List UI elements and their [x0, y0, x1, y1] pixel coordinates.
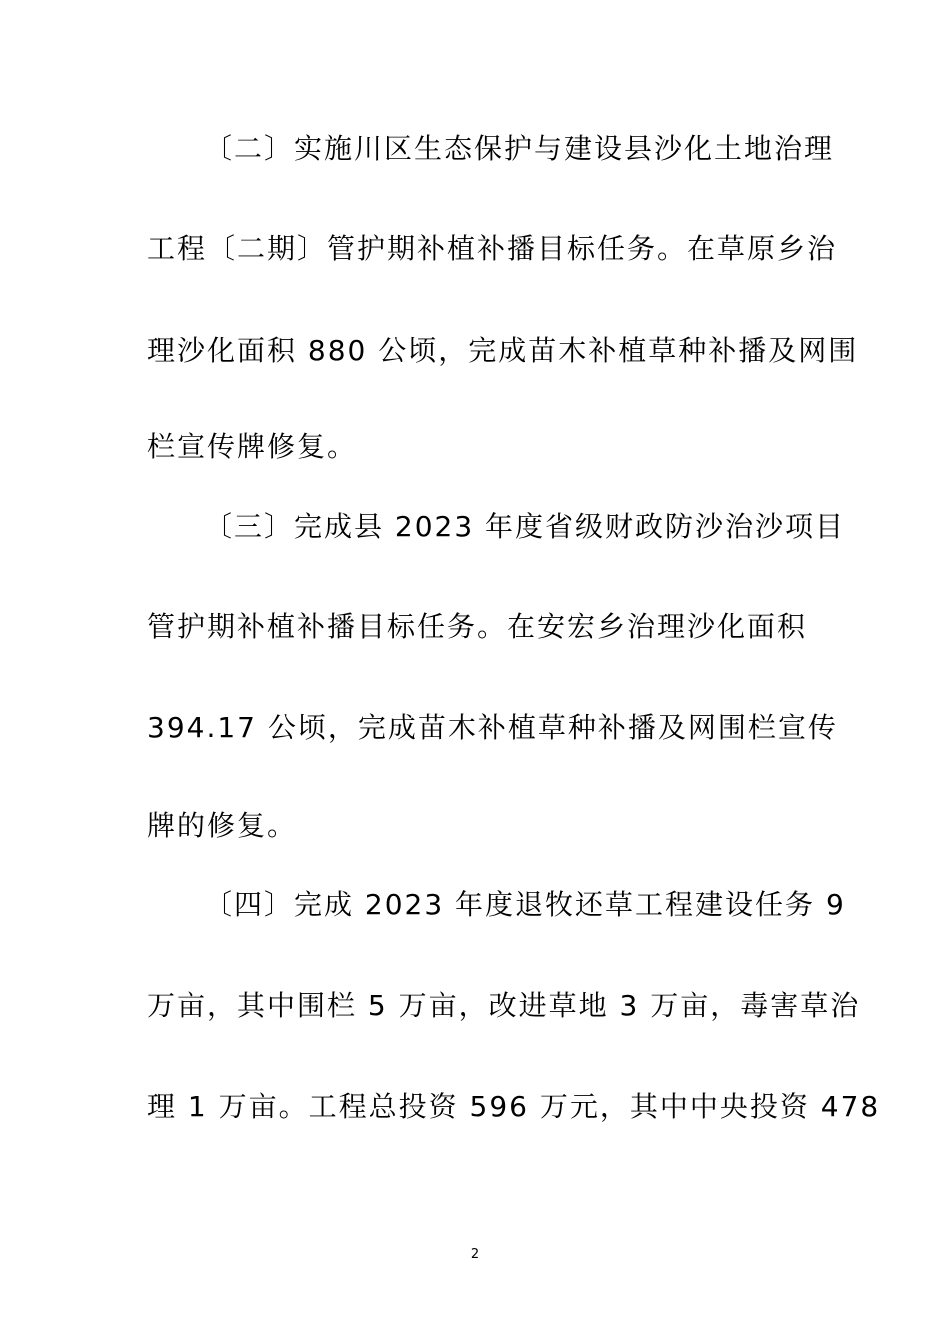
- paragraph-1-line-3: 理沙化面积 880 公顷，完成苗木补植草种补播及网围: [147, 334, 859, 367]
- paragraph-1-line-2: 工程〔二期〕管护期补植补播目标任务。在草原乡治: [147, 232, 838, 265]
- paragraph-2-line-1: 〔三〕完成县 2023 年度省级财政防沙治沙项目: [204, 510, 846, 543]
- page-number: 2: [470, 1247, 480, 1262]
- paragraph-3-line-3: 理 1 万亩。工程总投资 596 万元，其中中央投资 478: [147, 1090, 881, 1123]
- paragraph-2-line-2: 管护期补植补播目标任务。在安宏乡治理沙化面积: [147, 610, 808, 643]
- paragraph-3-line-1: 〔四〕完成 2023 年度退牧还草工程建设任务 9: [204, 888, 846, 921]
- paragraph-3-line-2: 万亩，其中围栏 5 万亩，改进草地 3 万亩，毒害草治: [147, 989, 861, 1022]
- paragraph-2-line-4: 牌的修复。: [147, 809, 298, 842]
- paragraph-1-line-4: 栏宣传牌修复。: [147, 430, 358, 463]
- paragraph-2-line-3: 394.17 公顷，完成苗木补植草种补播及网围栏宣传: [147, 711, 838, 744]
- paragraph-1-line-1: 〔二〕实施川区生态保护与建设县沙化土地治理: [204, 132, 835, 165]
